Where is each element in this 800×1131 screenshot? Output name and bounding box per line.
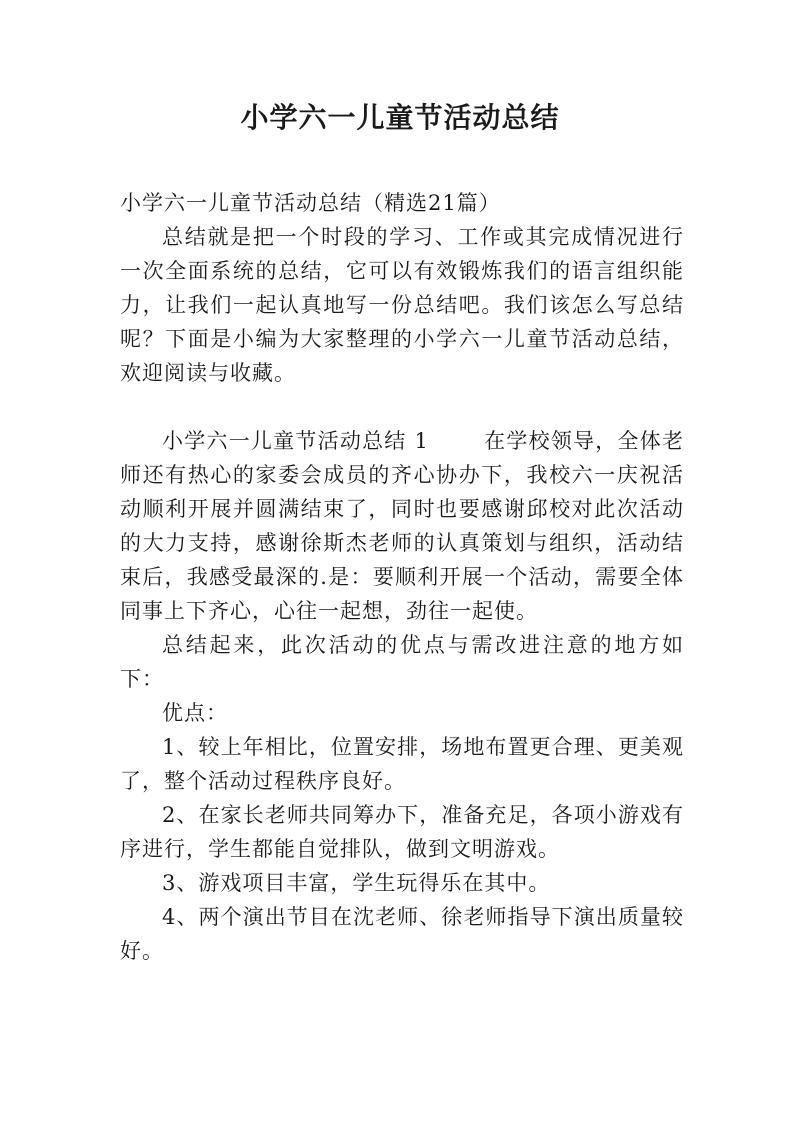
intro-paragraph: 总结就是把一个时段的学习、工作或其完成情况进行一次全面系统的总结，它可以有效锻炼我们的语言组织能力，让我们一起认真地写一份总结吧。我们该怎么写总结呢？下面是小编为大家整理的小学六一儿童节活动总结，欢迎阅读与收藏。: [120, 225, 684, 385]
document-title: 小学六一儿童节活动总结: [240, 101, 560, 134]
advantage-item-1: 1、较上年相比，位置安排，场地布置更合理、更美观了，整个活动过程秩序良好。: [120, 735, 684, 793]
section-1-text: 在学校领导，全体老师还有热心的家委会成员的齐心协办下，我校六一庆祝活动顺利开展并圆满结束了，同时也要感谢邱校对此次活动的大力支持，感谢徐斯杰老师的认真策划与组织，活动结束后，我感受最深的.是：要顺利开展一个活动，需要全体同事上下齐心，心往一起想，劲往一起使。: [120, 429, 684, 623]
advantages-label: 优点：: [162, 701, 228, 725]
advantage-item-3: 3、游戏项目丰富，学生玩得乐在其中。: [162, 871, 551, 895]
paragraph-spacer: [120, 390, 684, 424]
section-1-paragraph: [120, 424, 684, 628]
section-gap: [429, 429, 484, 453]
section-1-heading: 小学六一儿童节活动总结 1: [162, 429, 429, 453]
advantage-item-2: 2、在家长老师共同筹办下，准备充足，各项小游戏有序进行，学生都能自觉排队，做到文明游戏。: [120, 803, 684, 861]
document-subtitle: 小学六一儿童节活动总结（精选21篇）: [120, 191, 501, 215]
document-body: [120, 186, 684, 968]
advantage-item-4: 4、两个演出节目在沈老师、徐老师指导下演出质量较好。: [120, 905, 684, 963]
summary-intro: 总结起来，此次活动的优点与需改进注意的地方如下：: [120, 633, 684, 691]
